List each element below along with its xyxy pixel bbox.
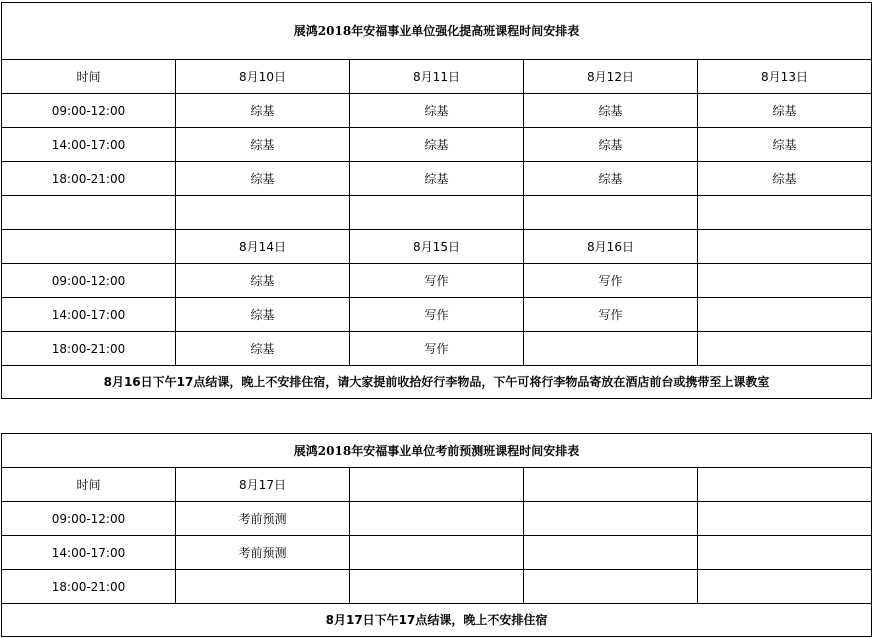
- course-cell: 综基: [176, 298, 350, 332]
- date-column-header: 8月10日: [176, 60, 350, 94]
- course-cell: [176, 196, 350, 230]
- time-slot-cell: 09:00-12:00: [2, 264, 176, 298]
- time-slot-cell: 09:00-12:00: [2, 94, 176, 128]
- course-cell: 考前预测: [176, 536, 350, 570]
- course-cell: 写作: [350, 298, 524, 332]
- time-slot-cell: 14:00-17:00: [2, 536, 176, 570]
- course-cell: 考前预测: [176, 502, 350, 536]
- course-cell: 综基: [176, 162, 350, 196]
- table-row: [2, 162, 872, 196]
- course-cell: [698, 332, 872, 366]
- table-row: [2, 196, 872, 230]
- note-row: [2, 366, 872, 399]
- course-cell: [698, 502, 872, 536]
- date-column-header: 8月12日: [524, 60, 698, 94]
- time-slot-cell: [2, 230, 176, 264]
- course-cell: 8月15日: [350, 230, 524, 264]
- course-cell: [698, 570, 872, 604]
- table-row: [2, 264, 872, 298]
- course-cell: 综基: [176, 128, 350, 162]
- course-cell: 综基: [698, 128, 872, 162]
- pre-exam-class-schedule-table: [1, 433, 872, 637]
- course-cell: [350, 536, 524, 570]
- course-cell: 8月16日: [524, 230, 698, 264]
- date-column-header: 8月17日: [176, 468, 350, 502]
- date-column-header: [698, 468, 872, 502]
- date-column-header: [524, 468, 698, 502]
- date-column-header: 8月11日: [350, 60, 524, 94]
- course-cell: [524, 196, 698, 230]
- course-cell: [350, 196, 524, 230]
- time-slot-cell: 14:00-17:00: [2, 298, 176, 332]
- course-cell: [698, 536, 872, 570]
- title-row: [2, 434, 872, 468]
- course-cell: [698, 298, 872, 332]
- course-cell: [524, 536, 698, 570]
- time-slot-cell: 14:00-17:00: [2, 128, 176, 162]
- table-row: [2, 128, 872, 162]
- course-cell: 综基: [176, 94, 350, 128]
- time-column-header: 时间: [2, 468, 176, 502]
- table-row: [2, 94, 872, 128]
- date-column-header: [350, 468, 524, 502]
- course-cell: 综基: [524, 162, 698, 196]
- course-cell: 综基: [350, 162, 524, 196]
- time-column-header: 时间: [2, 60, 176, 94]
- course-cell: [698, 230, 872, 264]
- time-slot-cell: 09:00-12:00: [2, 502, 176, 536]
- course-cell: [176, 570, 350, 604]
- intensive-class-schedule-table: [1, 2, 872, 399]
- table-title: 展鸿2018年安福事业单位考前预测班课程时间安排表: [2, 434, 872, 468]
- course-cell: 8月14日: [176, 230, 350, 264]
- time-slot-cell: 18:00-21:00: [2, 332, 176, 366]
- title-row: [2, 3, 872, 60]
- date-column-header: 8月13日: [698, 60, 872, 94]
- table-row: [2, 570, 872, 604]
- course-cell: 综基: [524, 128, 698, 162]
- course-cell: 写作: [524, 298, 698, 332]
- course-cell: 综基: [698, 94, 872, 128]
- course-cell: [524, 502, 698, 536]
- table-row: [2, 536, 872, 570]
- course-cell: 写作: [350, 264, 524, 298]
- header-row: [2, 60, 872, 94]
- course-cell: 写作: [524, 264, 698, 298]
- course-cell: [698, 264, 872, 298]
- table-row: [2, 502, 872, 536]
- course-cell: 综基: [350, 94, 524, 128]
- table-row: [2, 298, 872, 332]
- course-cell: 综基: [698, 162, 872, 196]
- course-cell: 写作: [350, 332, 524, 366]
- course-cell: [524, 570, 698, 604]
- table-title: 展鸿2018年安福事业单位强化提高班课程时间安排表: [2, 3, 872, 60]
- header-row: [2, 468, 872, 502]
- table-row: [2, 230, 872, 264]
- table-row: [2, 332, 872, 366]
- course-cell: 综基: [524, 94, 698, 128]
- course-cell: [524, 332, 698, 366]
- schedule-note: 8月17日下午17点结课，晚上不安排住宿: [2, 604, 872, 637]
- course-cell: 综基: [176, 332, 350, 366]
- time-slot-cell: 18:00-21:00: [2, 162, 176, 196]
- course-cell: [698, 196, 872, 230]
- course-cell: 综基: [176, 264, 350, 298]
- note-row: [2, 604, 872, 637]
- course-cell: [350, 570, 524, 604]
- time-slot-cell: [2, 196, 176, 230]
- course-cell: [350, 502, 524, 536]
- course-cell: 综基: [350, 128, 524, 162]
- time-slot-cell: 18:00-21:00: [2, 570, 176, 604]
- schedule-note: 8月16日下午17点结课，晚上不安排住宿，请大家提前收拾好行李物品，下午可将行李物品寄放在酒店前台或携带至上课教室: [2, 366, 872, 399]
